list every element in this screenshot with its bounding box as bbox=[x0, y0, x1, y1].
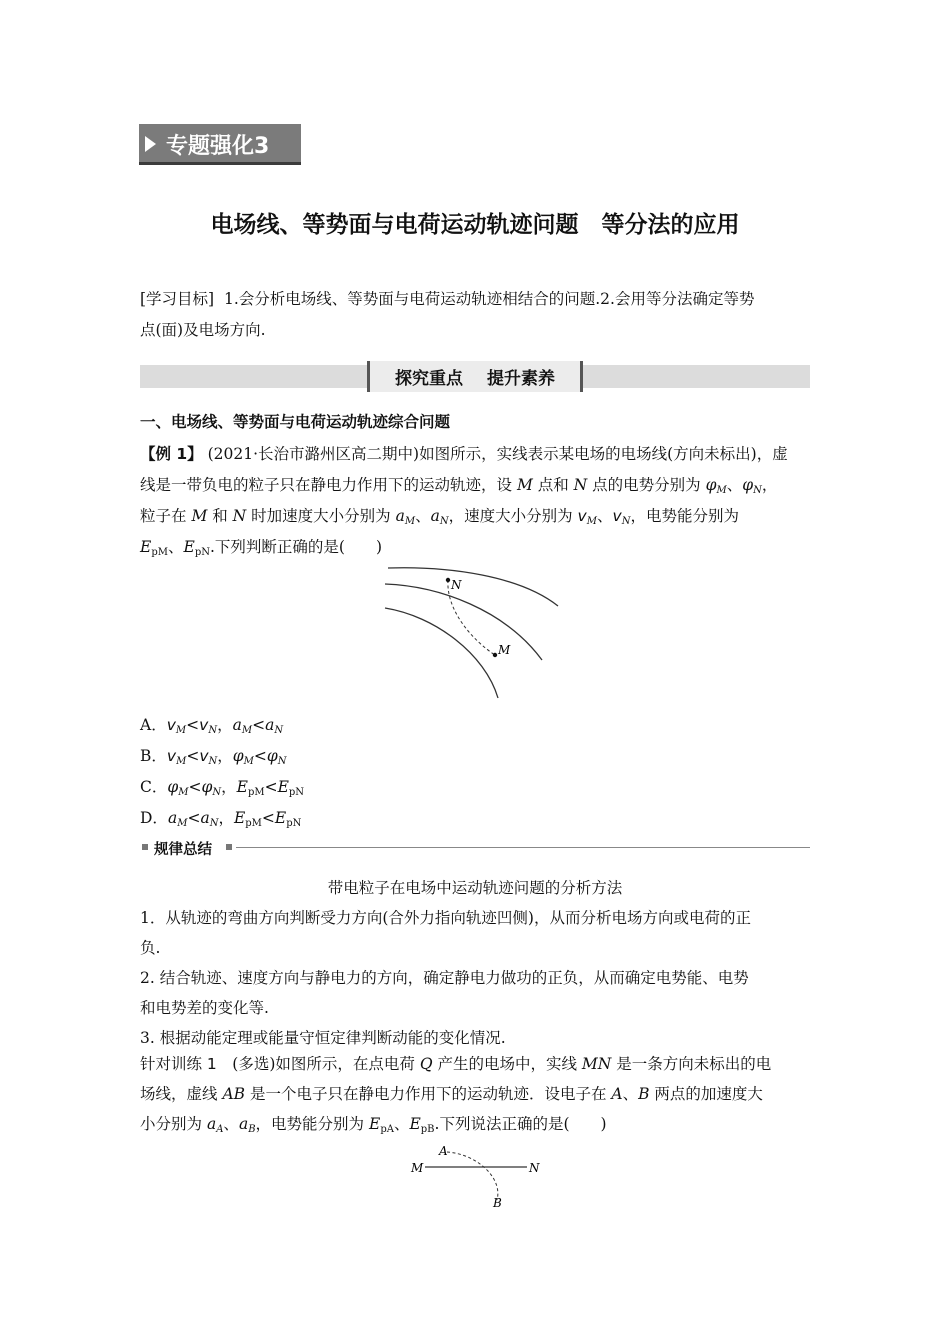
point-n-dot bbox=[446, 578, 450, 582]
point-m-dot bbox=[493, 653, 497, 657]
rule-item1-line2: 负. bbox=[140, 939, 161, 957]
play-triangle-icon bbox=[145, 136, 156, 152]
point-n-label: N bbox=[451, 578, 462, 592]
objectives-line2: 点(面)及电场方向. bbox=[140, 321, 266, 339]
option-a[interactable]: A．$v_M<v_N$，$a_M<a_N$ bbox=[140, 716, 284, 736]
training1-label: 针对训练 1 bbox=[140, 1055, 217, 1073]
rule-summary-bar bbox=[140, 838, 810, 858]
objectives-line1: 1.会分析电场线、等势面与电荷运动轨迹相结合的问题.2.会用等分法确定等势 bbox=[223, 290, 755, 308]
topic-banner-label: 专题强化3 bbox=[166, 134, 270, 159]
example1-label: 【例 1】 bbox=[140, 445, 203, 463]
heading-1: 一、电场线、等势面与电荷运动轨迹综合问题 bbox=[140, 413, 451, 431]
point-charge-figure bbox=[405, 1142, 555, 1214]
training1-line2: 场线，虚线 AB 是一个电子只在静电力作用下的运动轨迹．设电子在 A、B 两点的加速度大 bbox=[140, 1085, 763, 1103]
trajectory-ab bbox=[447, 1152, 498, 1200]
square-bullet-icon bbox=[226, 844, 232, 850]
example1-line3: 粒子在 M 和 N 时加速度大小分别为 $a_M$、$a_N$，速度大小分别为 $v_M$、$v_N$，电势能分别为 bbox=[140, 507, 739, 527]
square-bullet-icon bbox=[142, 844, 148, 850]
field-line-figure bbox=[380, 562, 565, 702]
objectives-label: [学习目标] bbox=[140, 290, 215, 308]
label-a: A bbox=[439, 1144, 448, 1158]
option-c[interactable]: C．$\varphi_M<\varphi_N$，$E_{pM}<E_{pN}$ bbox=[140, 778, 305, 798]
example1-line4: $E_{pM}$、$E_{pN}$.下列判断正确的是( ) bbox=[140, 538, 382, 558]
rule-summary-heading: 带电粒子在电场中运动轨迹问题的分析方法 bbox=[327, 879, 623, 897]
training1-line3: 小分别为 $a_A$、$a_B$，电势能分别为 $E_{pA}$、$E_{pB}$.下列说法正确的是( ) bbox=[140, 1115, 607, 1135]
learning-objectives bbox=[140, 284, 812, 346]
page-title: 电场线、等势面与电荷运动轨迹问题 等分法的应用 bbox=[210, 212, 740, 238]
label-n: N bbox=[529, 1161, 540, 1175]
option-d[interactable]: D．$a_M<a_N$，$E_{pM}<E_{pN}$ bbox=[140, 809, 302, 829]
rule-item2-line1: 2. 结合轨迹、速度方向与静电力的方向，确定静电力做功的正负，从而确定电势能、电势 bbox=[140, 969, 749, 987]
example1-line1: 【例 1】 (2021·长治市潞州区高二期中)如图所示，实线表示某电场的电场线(方向未标出)，虚 bbox=[140, 445, 788, 463]
label-b: B bbox=[493, 1196, 502, 1210]
rule-item3: 3. 根据动能定理或能量守恒定律判断动能的变化情况. bbox=[140, 1029, 506, 1047]
rule-item1-line1: 1．从轨迹的弯曲方向判断受力方向(合外力指向轨迹凹侧)，从而分析电场方向或电荷的正 bbox=[140, 909, 751, 927]
point-m-label: M bbox=[498, 643, 511, 657]
field-line-2 bbox=[385, 584, 542, 660]
rule-divider bbox=[236, 847, 810, 848]
section-banner-right: 提升素养 bbox=[487, 369, 555, 389]
section-banner bbox=[367, 361, 583, 392]
section-banner-left: 探究重点 bbox=[395, 369, 463, 389]
example1-line2: 线是一带负电的粒子只在静电力作用下的运动轨迹，设 M 点和 N 点的电势分别为 $\varphi_M$、$\varphi_N$， bbox=[140, 476, 778, 496]
rule-item2-line2: 和电势差的变化等. bbox=[140, 999, 269, 1017]
option-b[interactable]: B．$v_M<v_N$，$\varphi_M<\varphi_N$ bbox=[140, 747, 287, 767]
training1-line1: 针对训练 1 (多选)如图所示，在点电荷 Q 产生的电场中，实线 MN 是一条方向未标出的电 bbox=[140, 1055, 772, 1073]
field-line-3 bbox=[385, 608, 498, 698]
rule-summary-label: 规律总结 bbox=[154, 842, 212, 858]
topic-banner bbox=[139, 124, 301, 165]
label-m: M bbox=[411, 1161, 424, 1175]
